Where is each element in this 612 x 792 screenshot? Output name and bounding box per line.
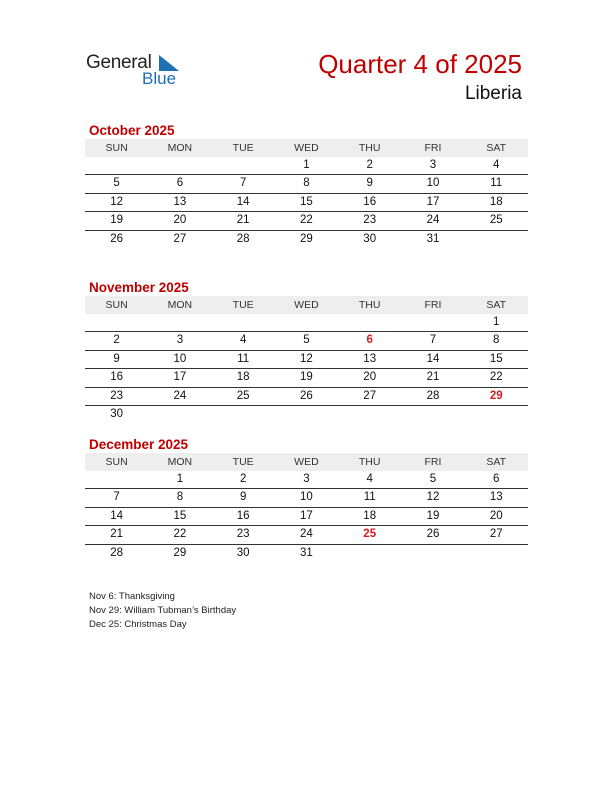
weekday-label: FRI	[424, 142, 442, 154]
weekday-label: SAT	[486, 456, 507, 468]
weekday-label: SAT	[486, 142, 507, 154]
day-cell: 11	[490, 177, 503, 190]
day-cell: 10	[426, 177, 440, 190]
day-cell: 19	[110, 214, 124, 227]
empty-day-cell	[275, 406, 338, 423]
day-cell: 5	[113, 177, 120, 190]
day-cell: 11	[237, 352, 250, 365]
day-cell: 18	[363, 509, 377, 522]
day-cell: 27	[489, 528, 503, 541]
holiday-note: Dec 25: Christmas Day	[89, 619, 187, 630]
empty-day-cell	[148, 314, 211, 331]
empty-day-cell	[401, 545, 464, 562]
day-cell: 10	[173, 352, 187, 365]
week-row	[85, 314, 528, 332]
day-cell: 29	[173, 546, 187, 559]
day-cell: 2	[239, 473, 247, 485]
weekday-label: FRI	[424, 299, 442, 311]
day-cell: 4	[239, 334, 247, 347]
day-cell: 14	[110, 509, 124, 522]
weekday-label: SUN	[105, 456, 128, 468]
day-cell: 15	[300, 195, 313, 208]
day-cell: 5	[303, 334, 310, 347]
generalblue-logo	[86, 52, 186, 92]
day-cell: 16	[110, 371, 124, 384]
month-title: October 2025	[89, 123, 175, 138]
week-row	[85, 526, 528, 544]
weekday-label: WED	[294, 456, 319, 468]
day-cell: 6	[366, 334, 373, 347]
weekday-label: SUN	[105, 299, 128, 311]
empty-day-cell	[338, 545, 401, 562]
day-cell: 4	[366, 473, 373, 485]
weekday-label: THU	[358, 456, 381, 468]
day-cell: 20	[489, 509, 503, 522]
day-cell: 25	[489, 214, 503, 227]
day-cell: 20	[173, 214, 187, 227]
empty-day-cell	[85, 471, 148, 488]
holiday-notes	[89, 590, 236, 632]
weekday-label: MON	[167, 142, 193, 154]
week-row	[85, 489, 528, 507]
day-cell: 31	[426, 232, 440, 245]
day-cell: 31	[300, 546, 313, 559]
day-cell: 25	[236, 389, 250, 402]
day-cell: 11	[363, 491, 376, 504]
country-name: Liberia	[464, 83, 522, 104]
day-cell: 13	[173, 195, 187, 208]
day-cell: 6	[493, 473, 500, 485]
weekday-header	[85, 453, 528, 471]
day-cell: 15	[173, 509, 187, 522]
weekday-label: THU	[358, 142, 381, 154]
month-grid	[85, 471, 528, 562]
day-cell: 17	[173, 371, 187, 384]
weekday-header	[85, 296, 528, 314]
day-cell: 6	[176, 177, 184, 190]
week-row	[85, 388, 528, 406]
day-cell: 21	[426, 371, 440, 384]
weekday-label: THU	[358, 299, 381, 311]
day-cell: 3	[429, 159, 437, 171]
day-cell: 23	[110, 389, 124, 402]
empty-day-cell	[212, 406, 275, 423]
empty-day-cell	[465, 231, 528, 248]
weekday-label: FRI	[424, 456, 442, 468]
empty-day-cell	[85, 157, 148, 174]
day-cell: 4	[493, 159, 500, 171]
day-cell: 5	[429, 473, 437, 485]
week-row	[85, 175, 528, 193]
day-cell: 7	[429, 334, 437, 347]
weekday-label: WED	[294, 299, 319, 311]
week-row	[85, 406, 528, 423]
day-cell: 30	[363, 232, 377, 245]
day-cell: 26	[110, 232, 124, 245]
day-cell: 30	[110, 407, 124, 420]
empty-day-cell	[212, 314, 275, 331]
day-cell: 22	[489, 371, 503, 384]
day-cell: 3	[303, 473, 310, 485]
day-cell: 24	[173, 389, 187, 402]
day-cell: 29	[300, 232, 313, 245]
day-cell: 22	[173, 528, 187, 541]
empty-day-cell	[85, 314, 148, 331]
day-cell: 24	[426, 214, 440, 227]
day-cell: 1	[493, 316, 500, 328]
day-cell: 8	[493, 334, 500, 347]
empty-day-cell	[401, 406, 464, 423]
weekday-label: MON	[167, 456, 193, 468]
day-cell: 8	[303, 177, 310, 190]
week-row	[85, 157, 528, 175]
day-cell: 7	[113, 491, 120, 504]
day-cell: 21	[236, 214, 250, 227]
day-cell: 23	[236, 528, 250, 541]
day-cell: 25	[363, 528, 377, 541]
day-cell: 1	[176, 473, 184, 485]
day-cell: 29	[489, 389, 503, 402]
month-december	[85, 436, 528, 562]
weekday-label: TUE	[232, 299, 254, 311]
day-cell: 28	[236, 232, 250, 245]
week-row	[85, 231, 528, 248]
day-cell: 10	[300, 491, 313, 504]
day-cell: 12	[110, 195, 124, 208]
day-cell: 19	[426, 509, 440, 522]
weekday-label: MON	[167, 299, 193, 311]
day-cell: 13	[363, 352, 377, 365]
week-row	[85, 332, 528, 350]
month-grid	[85, 314, 528, 423]
weekday-label: SAT	[486, 299, 507, 311]
page-title: Quarter 4 of 2025	[318, 49, 522, 79]
weekday-label: SUN	[105, 142, 128, 154]
logo-text-general: General	[86, 52, 152, 73]
day-cell: 18	[236, 371, 250, 384]
month-november	[85, 279, 528, 423]
week-row	[85, 212, 528, 230]
day-cell: 30	[236, 546, 250, 559]
day-cell: 13	[489, 491, 503, 504]
empty-day-cell	[465, 406, 528, 423]
empty-day-cell	[465, 545, 528, 562]
week-row	[85, 545, 528, 562]
empty-day-cell	[338, 406, 401, 423]
empty-day-cell	[338, 314, 401, 331]
day-cell: 17	[300, 509, 313, 522]
weekday-label: TUE	[232, 142, 254, 154]
week-row	[85, 369, 528, 387]
day-cell: 9	[113, 352, 120, 365]
day-cell: 14	[426, 352, 440, 365]
day-cell: 1	[303, 159, 310, 171]
day-cell: 3	[176, 334, 184, 347]
empty-day-cell	[148, 406, 211, 423]
empty-day-cell	[275, 314, 338, 331]
day-cell: 27	[173, 232, 187, 245]
day-cell: 12	[426, 491, 440, 504]
day-cell: 19	[300, 371, 313, 384]
day-cell: 16	[236, 509, 250, 522]
weekday-header	[85, 139, 528, 157]
holiday-note: Nov 29: William Tubman’s Birthday	[89, 605, 237, 616]
holiday-note: Nov 6: Thanksgiving	[89, 591, 175, 602]
day-cell: 28	[426, 389, 440, 402]
empty-day-cell	[148, 157, 211, 174]
logo-text-blue: Blue	[142, 69, 177, 88]
day-cell: 7	[239, 177, 247, 190]
day-cell: 18	[489, 195, 503, 208]
empty-day-cell	[212, 157, 275, 174]
week-row	[85, 194, 528, 212]
day-cell: 9	[366, 177, 373, 190]
day-cell: 26	[426, 528, 440, 541]
week-row	[85, 471, 528, 489]
month-grid	[85, 157, 528, 248]
weekday-label: TUE	[232, 456, 254, 468]
day-cell: 21	[110, 528, 124, 541]
day-cell: 20	[363, 371, 377, 384]
day-cell: 15	[489, 352, 503, 365]
weekday-label: WED	[294, 142, 319, 154]
day-cell: 22	[300, 214, 313, 227]
day-cell: 28	[110, 546, 124, 559]
week-row	[85, 351, 528, 369]
day-cell: 2	[113, 334, 120, 347]
week-row	[85, 508, 528, 526]
month-title: November 2025	[89, 280, 189, 295]
day-cell: 16	[363, 195, 377, 208]
month-title: December 2025	[89, 437, 189, 452]
day-cell: 12	[300, 352, 313, 365]
day-cell: 9	[239, 491, 247, 504]
day-cell: 24	[300, 528, 313, 541]
day-cell: 26	[300, 389, 313, 402]
day-cell: 14	[236, 195, 250, 208]
day-cell: 27	[363, 389, 377, 402]
day-cell: 2	[366, 159, 373, 171]
empty-day-cell	[401, 314, 464, 331]
day-cell: 17	[426, 195, 440, 208]
month-october	[85, 122, 528, 248]
day-cell: 23	[363, 214, 377, 227]
day-cell: 8	[176, 491, 184, 504]
